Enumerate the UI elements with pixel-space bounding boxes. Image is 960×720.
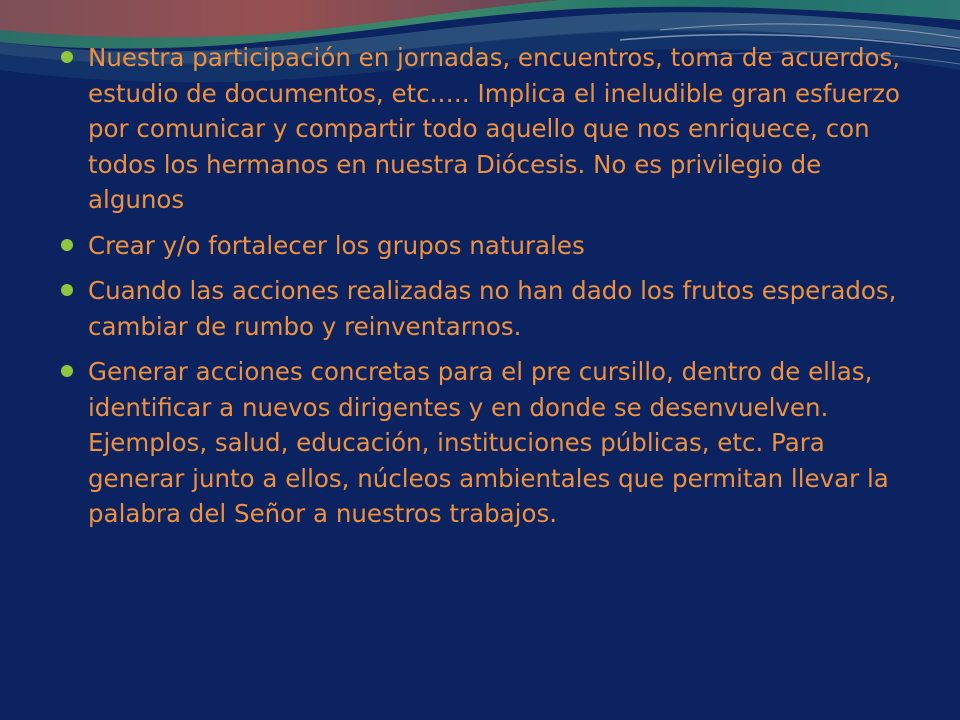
bullet-list: [60, 40, 905, 542]
bullet-text: Nuestra participación en jornadas, encuentros, toma de acuerdos, estudio de documentos, etc.…. Implica el ineludible gran esfuerzo por comunicar y compartir todo aquello que nos enriquece, con todos los hermanos en nuestra Diócesis. No es privilegio de algunos: [88, 43, 901, 214]
bullet-dot-icon: [61, 284, 73, 296]
bullet-text: Generar acciones concretas para el pre cursillo, dentro de ellas, identificar a nuevos dirigentes y en donde se desenvuelven. Ejemplos, salud, educación, instituciones públicas, etc. Para generar junto a ellos, núcleos ambientales que permitan llevar la palabra del Señor a nuestros trabajos.: [88, 357, 889, 528]
bullet-item: [60, 40, 905, 218]
bullet-item: [60, 354, 905, 532]
bullet-item: [60, 228, 905, 264]
bullet-item: [60, 273, 905, 344]
bullet-text: Crear y/o fortalecer los grupos naturales: [88, 230, 585, 260]
bullet-dot-icon: [61, 239, 73, 251]
bullet-dot-icon: [61, 51, 73, 63]
bullet-text: Cuando las acciones realizadas no han dado los frutos esperados, cambiar de rumbo y reinventarnos.: [88, 276, 897, 341]
bullet-dot-icon: [61, 365, 73, 377]
